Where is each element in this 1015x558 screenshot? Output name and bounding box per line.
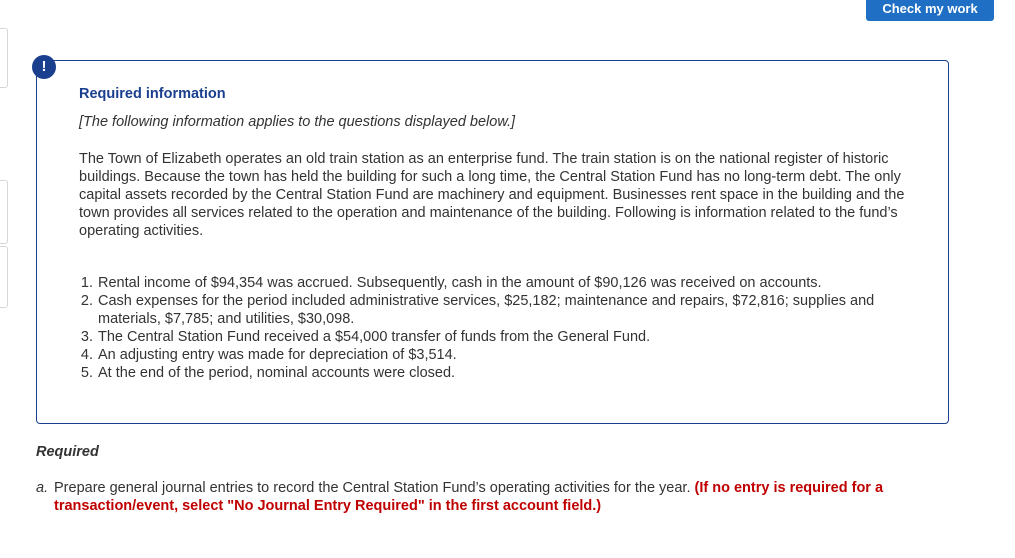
transaction-list	[79, 274, 937, 382]
transaction-item: 4. An adjusting entry was made for depreciation of $3,514.	[97, 346, 937, 364]
side-tab-2[interactable]	[0, 180, 8, 244]
required-heading: Required	[36, 444, 99, 460]
question-a	[36, 479, 984, 515]
transaction-item: 1. Rental income of $94,354 was accrued. Subsequently, cash in the amount of $90,126 was received on accounts.	[97, 274, 937, 292]
info-paragraph: The Town of Elizabeth operates an old train station as an enterprise fund. The train station is on the national register of historic buildings. Because the town has held the building for such a long time, the Central Station Fund has no long-term debt. The only capital assets recorded by the Central Station Fund are machinery and equipment. Businesses rent space in the building and the town provides all services related to the operation and maintenance of the building. Following is information related to the fund’s operating activities.	[79, 151, 905, 239]
alert-icon: !	[32, 55, 56, 79]
info-note: [The following information applies to the questions displayed below.]	[79, 114, 516, 130]
transaction-item: 5. At the end of the period, nominal accounts were closed.	[97, 364, 937, 382]
side-tab-3[interactable]	[0, 246, 8, 308]
question-instruction: (If no entry is required for a transaction/event, select "No Journal Entry Required" in the first account field.)	[54, 480, 884, 514]
transaction-item: 2. Cash expenses for the period included administrative services, $25,182; maintenance and repairs, $72,816; supplies and materials, $7,785; and utilities, $30,098.	[97, 292, 937, 328]
question-text: Prepare general journal entries to record the Central Station Fund’s operating activities for the year.	[54, 480, 691, 496]
transaction-item: 3. The Central Station Fund received a $54,000 transfer of funds from the General Fund.	[97, 328, 937, 346]
side-tab-1[interactable]	[0, 28, 8, 88]
question-letter: a.	[36, 480, 49, 496]
check-my-work-button[interactable]: Check my work	[866, 0, 994, 21]
info-title: Required information	[79, 86, 226, 102]
